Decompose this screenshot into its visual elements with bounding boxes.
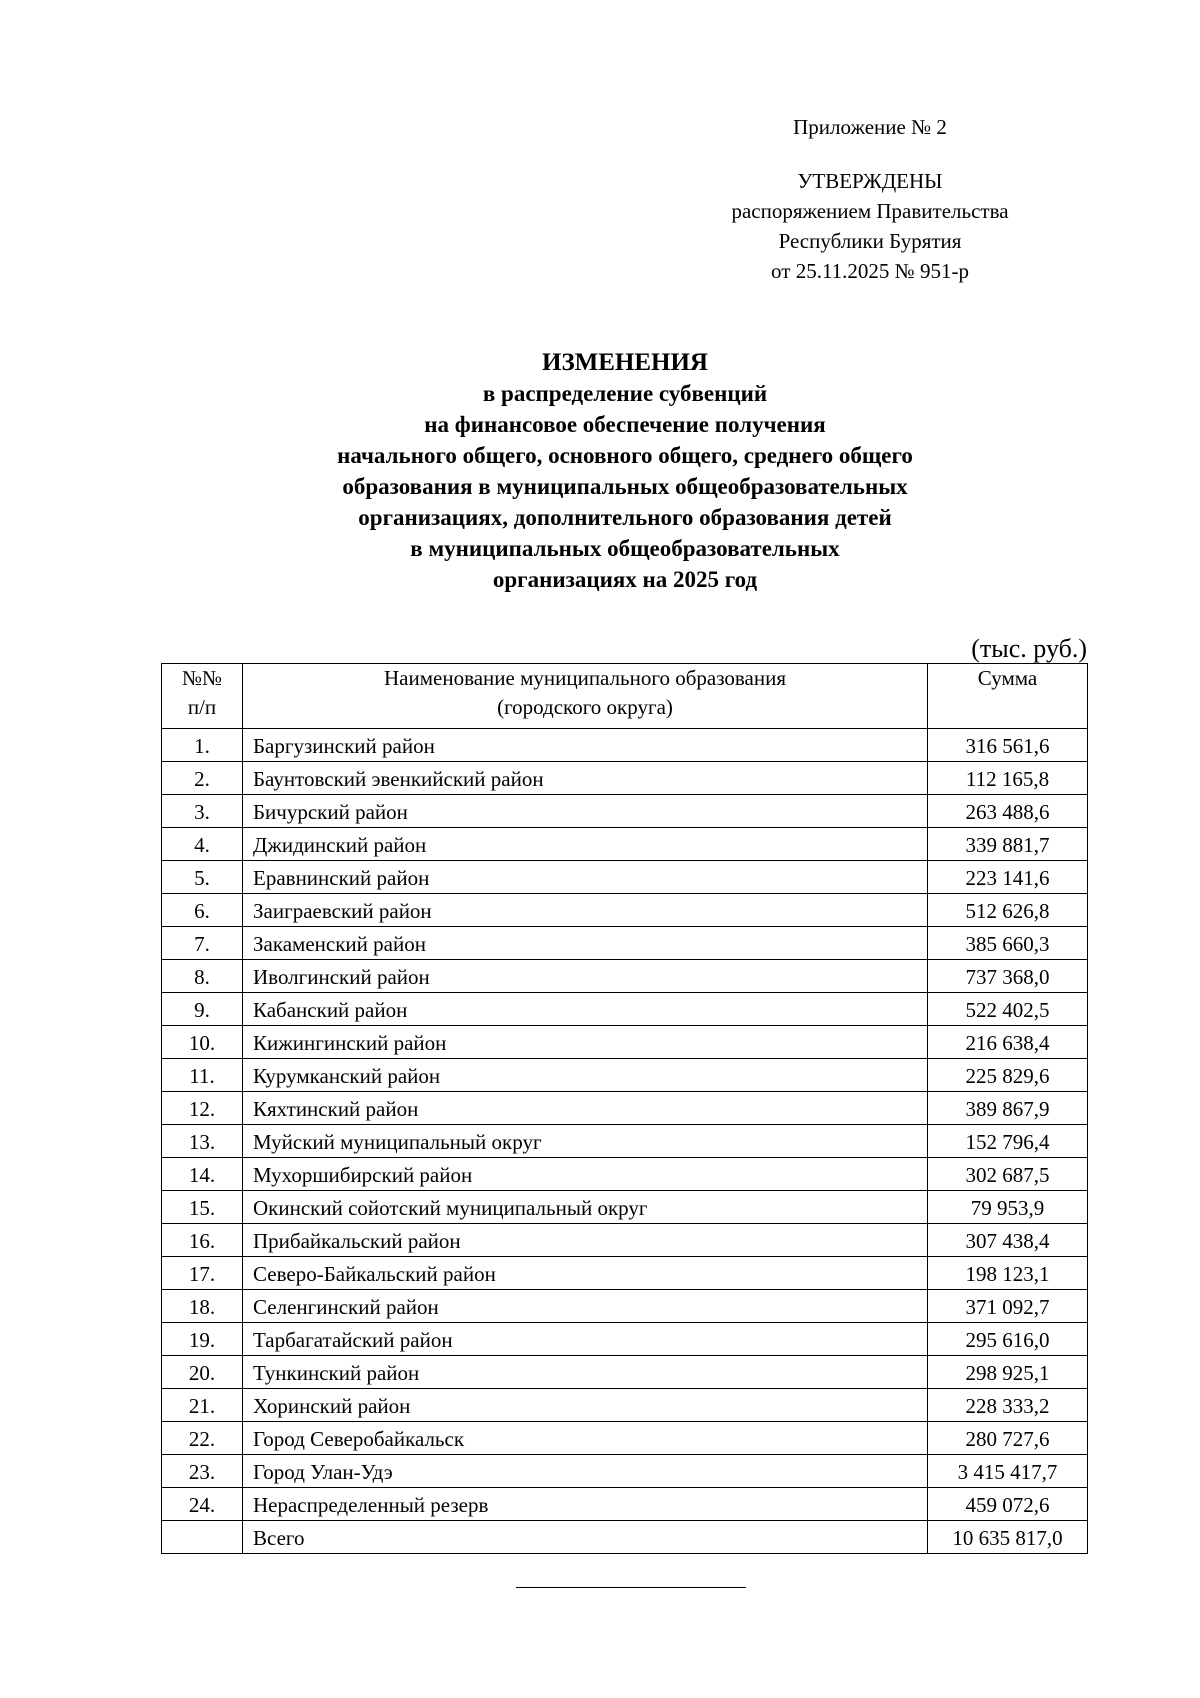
table-row	[162, 1125, 1088, 1158]
table-row	[162, 927, 1088, 960]
cell-number: 2.	[162, 762, 243, 795]
cell-sum: 295 616,0	[928, 1323, 1088, 1356]
cell-number: 10.	[162, 1026, 243, 1059]
table-row	[162, 795, 1088, 828]
cell-number: 14.	[162, 1158, 243, 1191]
cell-number: 4.	[162, 828, 243, 861]
header-sum: Сумма	[928, 664, 1088, 729]
cell-number: 22.	[162, 1422, 243, 1455]
cell-number: 1.	[162, 729, 243, 762]
table-row	[162, 1389, 1088, 1422]
cell-sum: 385 660,3	[928, 927, 1088, 960]
cell-name: Кижингинский район	[243, 1026, 928, 1059]
header-name-line-2: (городского округа)	[497, 695, 673, 719]
cell-name: Северо-Байкальский район	[243, 1257, 928, 1290]
table-row	[162, 1224, 1088, 1257]
title-line: организациях на 2025 год	[492, 567, 758, 592]
title-line: на финансовое обеспечение получения	[424, 412, 826, 437]
cell-name: Хоринский район	[243, 1389, 928, 1422]
cell-name: Еравнинский район	[243, 861, 928, 894]
cell-sum: 152 796,4	[928, 1125, 1088, 1158]
cell-number: 18.	[162, 1290, 243, 1323]
cell-number: 9.	[162, 993, 243, 1026]
cell-number: 5.	[162, 861, 243, 894]
title-line: в распределение субвенций	[482, 381, 768, 406]
cell-name: Заиграевский район	[243, 894, 928, 927]
cell-sum: 316 561,6	[928, 729, 1088, 762]
table-total-row	[162, 1521, 1088, 1554]
cell-name: Бичурский район	[243, 795, 928, 828]
cell-name: Курумканский район	[243, 1059, 928, 1092]
cell-sum: 298 925,1	[928, 1356, 1088, 1389]
header-number-line-2: п/п	[187, 695, 217, 719]
table-header-row	[162, 664, 1088, 729]
cell-sum: 512 626,8	[928, 894, 1088, 927]
table-body	[162, 729, 1088, 1554]
table-row	[162, 1422, 1088, 1455]
cell-number: 20.	[162, 1356, 243, 1389]
title-line: начального общего, основного общего, среднего общего	[337, 443, 913, 468]
cell-number: 3.	[162, 795, 243, 828]
header-number	[162, 664, 243, 729]
cell-number: 6.	[162, 894, 243, 927]
cell-sum: 737 368,0	[928, 960, 1088, 993]
cell-number	[162, 1521, 243, 1554]
cell-sum: 223 141,6	[928, 861, 1088, 894]
cell-name: Город Улан-Удэ	[243, 1455, 928, 1488]
cell-number: 15.	[162, 1191, 243, 1224]
cell-number: 8.	[162, 960, 243, 993]
approval-line-2: Республики Бурятия	[778, 229, 962, 253]
cell-sum: 459 072,6	[928, 1488, 1088, 1521]
table-row	[162, 1257, 1088, 1290]
title-heading: ИЗМЕНЕНИЯ	[542, 349, 708, 376]
cell-name: Тарбагатайский район	[243, 1323, 928, 1356]
table-row	[162, 1026, 1088, 1059]
table-row	[162, 1059, 1088, 1092]
cell-name: Окинский сойотский муниципальный округ	[243, 1191, 928, 1224]
cell-number: 19.	[162, 1323, 243, 1356]
cell-sum: 522 402,5	[928, 993, 1088, 1026]
cell-name: Всего	[243, 1521, 928, 1554]
cell-sum: 263 488,6	[928, 795, 1088, 828]
appendix-label: Приложение № 2	[793, 115, 947, 139]
cell-sum: 216 638,4	[928, 1026, 1088, 1059]
cell-number: 24.	[162, 1488, 243, 1521]
cell-sum: 389 867,9	[928, 1092, 1088, 1125]
cell-number: 11.	[162, 1059, 243, 1092]
table-row	[162, 762, 1088, 795]
cell-name: Баунтовский эвенкийский район	[243, 762, 928, 795]
table-row	[162, 1158, 1088, 1191]
cell-sum: 371 092,7	[928, 1290, 1088, 1323]
header-name-line-1: Наименование муниципального образования	[384, 666, 786, 690]
cell-name: Кабанский район	[243, 993, 928, 1026]
document-title	[160, 347, 1090, 595]
cell-sum: 339 881,7	[928, 828, 1088, 861]
cell-number: 12.	[162, 1092, 243, 1125]
table-row	[162, 1488, 1088, 1521]
cell-name: Город Северобайкальск	[243, 1422, 928, 1455]
approval-block	[700, 112, 1040, 286]
cell-sum: 280 727,6	[928, 1422, 1088, 1455]
cell-name: Кяхтинский район	[243, 1092, 928, 1125]
table-row	[162, 1092, 1088, 1125]
approval-date-number: от 25.11.2025 № 951-р	[771, 259, 969, 283]
table-row	[162, 729, 1088, 762]
table-row	[162, 960, 1088, 993]
table-row	[162, 1455, 1088, 1488]
table-row	[162, 1356, 1088, 1389]
cell-sum: 307 438,4	[928, 1224, 1088, 1257]
cell-name: Закаменский район	[243, 927, 928, 960]
approval-line-1: распоряжением Правительства	[731, 199, 1009, 223]
title-line: в муниципальных общеобразовательных	[410, 536, 840, 561]
cell-number: 21.	[162, 1389, 243, 1422]
header-name	[243, 664, 928, 729]
title-line: образования в муниципальных общеобразовательных	[342, 474, 908, 499]
unit-label: (тыс. руб.)	[971, 634, 1087, 663]
cell-sum: 302 687,5	[928, 1158, 1088, 1191]
cell-sum: 79 953,9	[928, 1191, 1088, 1224]
cell-name: Селенгинский район	[243, 1290, 928, 1323]
cell-number: 7.	[162, 927, 243, 960]
table-row	[162, 894, 1088, 927]
table-row	[162, 828, 1088, 861]
distribution-table	[161, 663, 1088, 1554]
cell-name: Нераспределенный резерв	[243, 1488, 928, 1521]
cell-sum: 198 123,1	[928, 1257, 1088, 1290]
cell-number: 17.	[162, 1257, 243, 1290]
table-row	[162, 1290, 1088, 1323]
cell-name: Тункинский район	[243, 1356, 928, 1389]
cell-sum: 3 415 417,7	[928, 1455, 1088, 1488]
cell-name: Прибайкальский район	[243, 1224, 928, 1257]
cell-number: 13.	[162, 1125, 243, 1158]
cell-name: Иволгинский район	[243, 960, 928, 993]
cell-sum: 225 829,6	[928, 1059, 1088, 1092]
table-row	[162, 1191, 1088, 1224]
table-row	[162, 861, 1088, 894]
approved-label: УТВЕРЖДЕНЫ	[797, 169, 943, 193]
cell-number: 23.	[162, 1455, 243, 1488]
cell-number: 16.	[162, 1224, 243, 1257]
cell-name: Муйский муниципальный округ	[243, 1125, 928, 1158]
cell-sum: 112 165,8	[928, 762, 1088, 795]
cell-name: Мухоршибирский район	[243, 1158, 928, 1191]
bottom-divider	[516, 1587, 746, 1588]
cell-name: Джидинский район	[243, 828, 928, 861]
header-number-line-1: №№	[181, 666, 223, 690]
table-row	[162, 993, 1088, 1026]
cell-name: Баргузинский район	[243, 729, 928, 762]
cell-sum: 228 333,2	[928, 1389, 1088, 1422]
table-row	[162, 1323, 1088, 1356]
title-line: организациях, дополнительного образования детей	[358, 505, 892, 530]
cell-sum: 10 635 817,0	[928, 1521, 1088, 1554]
